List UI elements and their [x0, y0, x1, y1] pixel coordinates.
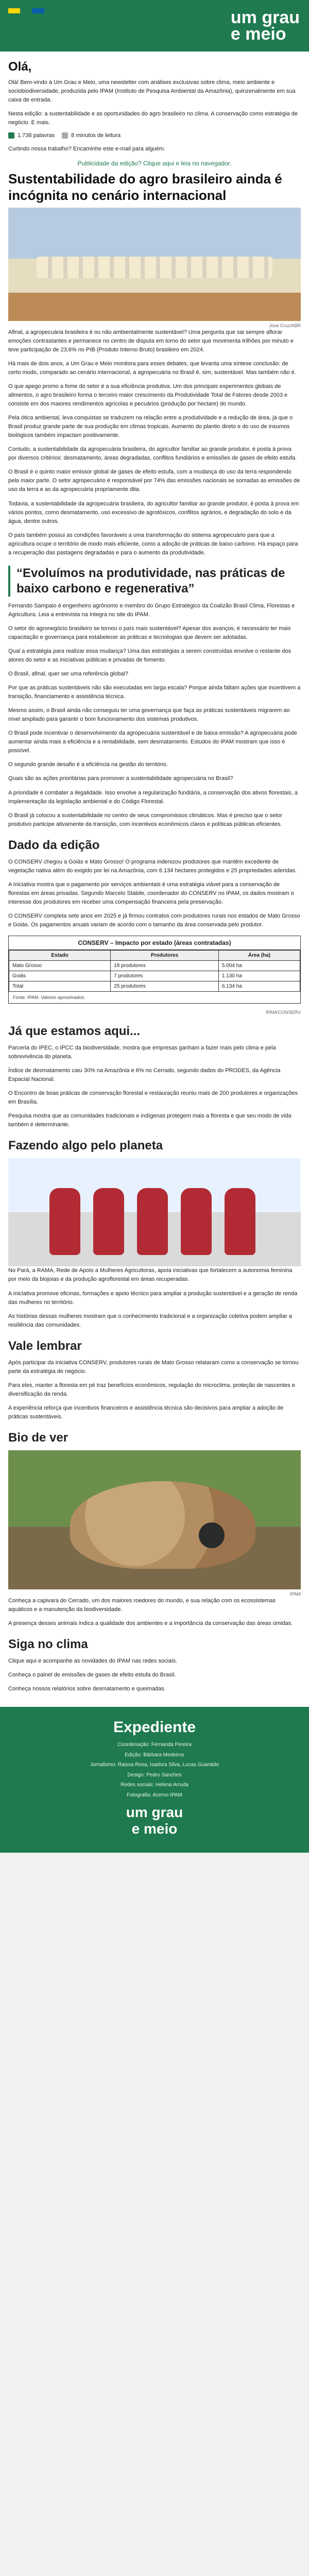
intro-paragraph-3: Curtindo nossa trabalho? Encaminhe este e-mail para alguém.	[8, 146, 166, 152]
person-figure	[93, 1188, 124, 1255]
fazendo-p2: A iniciativa promove oficinas, formações e apoio técnico para ampliar a produção sustentável e a geração de renda das mulheres no território.	[8, 1290, 298, 1306]
quote-author: Fernando Sampaio é engenheiro agrônomo e membro do Grupo Estratégico da Coalizão Brasil Clima, Florestas e Agricultura. Leia a entrevista na íntegra no site do IPAM.	[8, 602, 295, 618]
signo-bullet[interactable]: Conheça o painel de emissões de gases de efeito estufa do Brasil.	[8, 1672, 176, 1679]
interview-a2: Por que as práticas sustentáveis não são executadas em larga escala? Porque ainda faltam ações que incentivem a transição, financiamento e assistência técnica.	[8, 685, 301, 700]
signo-bullets	[8, 1657, 301, 1693]
article1-p2: Há mais de dois anos, a Um Grau e Meio monitora para esses debates, que levanta uma síntese conclusão: de certo modo, comparado ao cenário internacional, a agropecuária no Brasil é, sim, sustentável. Mas também não é.	[8, 360, 296, 376]
table-row	[9, 961, 300, 971]
interview-a3: Mesmo assim, o Brasil ainda não conseguiu ter uma governança que faça as práticas sustentáveis migrarem ao nível ampliado para garantir o bom funcionamento dos sistemas produtivos.	[8, 707, 290, 723]
footer-line: Coordenação: Fernanda Pereira	[117, 1742, 192, 1748]
table-cell: Mato Grosso	[9, 961, 111, 971]
intro-paragraph-2: Nesta edição: a sustentabilidade e as oportunidades do agro brasileiro no clima. A conservação como estratégia de negócio. E mais.	[8, 111, 298, 126]
valelembrar-title: Vale lembrar	[8, 1338, 82, 1353]
footer-logo: um grau e meio	[126, 1804, 183, 1837]
biodever-caption: IPAM	[289, 1591, 301, 1597]
interview-q2: O Brasil, afinal, quer ser uma referência global?	[8, 671, 128, 677]
onde-bullet[interactable]: Pesquisa mostra que as comunidades tradicionais e indígenas protegem mais a floresta e que seu modo de vida também é determinante.	[8, 1113, 291, 1128]
article1-p4: Pela ótica ambiental, leva conquistas se traduzem na relação entre a produtividade e a redução de área, já que o Brasil produz grande parte de sua produção em climas tropicais. Aumento do plantio direto e do uso de insumos biológicos também impactam positivamente.	[8, 415, 293, 439]
table-cell: 5.004 ha	[218, 961, 300, 971]
metric-words: 1.738 palavras	[8, 132, 55, 139]
article1-p5: Contudo, a sustentabilidade da agropecuária brasileira, do agricultor familiar ao grande produtor, é posta à prova por diversos critérios: desmatamento, áreas degradadas, conflitos fundiários e emissões de gases de efeito estufa.	[8, 446, 297, 462]
article1-p8: O país também possui as condições favoráveis a uma transformação do sistema agropecuário para que a agricultura ocupe o território de modo mais eficiente, como a adoção de práticas de baixo carbono. Há espaço para a recuperação das pastagens degradadas e para o aumento da produtividade.	[8, 532, 298, 556]
signo-bullet[interactable]: Conheça nossos relatórios sobre desmatamento e queimadas.	[8, 1686, 166, 1692]
brand-flag	[8, 8, 44, 13]
main-content	[0, 52, 309, 1707]
article1-title: Sustentabilidade do agro brasileiro ainda é incógnita no cenário internacional	[8, 171, 282, 203]
table-cell: 7 produtores	[111, 971, 219, 981]
article1-p6: O Brasil é o quinto maior emissor global de gases de efeito estufa, com a mudança do uso da terra respondendo pela maior parte. O setor agropecuário é responsável por 74% das emissões nacionais se somadas as emissões de uso da terra e as da agropecuária propriamente dita.	[8, 469, 300, 493]
biodever-p1: Conheça a capivara do Cerrado, um dos maiores roedores do mundo, e sua relação com os ecossistemas aquáticos e a manutenção da biodiversidade.	[8, 1597, 276, 1613]
footer-title: Expediente	[113, 1719, 196, 1736]
person-figure	[225, 1188, 255, 1255]
table-row	[9, 981, 300, 992]
interview-q3: O Brasil pode incentivar o desenvolvimento da agropecuária sustentável e de baixa emissão? A agropecuária pode aumentar ainda mais a eficiência e a rentabilidade, sem desmatamento. Estudos do IPAM mostram que isso é possível.	[8, 730, 297, 754]
footer-line: Jornalismo: Raissa Rosa, Isadora Silva, Lucas Guaraldo	[90, 1762, 219, 1768]
onde-title: Já que estamos aqui...	[8, 1024, 141, 1039]
table-note: Fonte: IPAM. Valores aproximados.	[13, 995, 85, 1001]
table-cell: Goiás	[9, 971, 111, 981]
table-cell: 1.130 ha	[218, 971, 300, 981]
article1-p3: O que apego promo a fome do setor é a sua eficiência produtiva. Um dos principais experimentos globais de alimentos, o agro brasileiro forma o terceiro maior crescimento da Produtividade Total de Fatores desde 2003 e consiste em dos maiores rendimentos agrícolas e pecuários (produção por hectare) do mundo.	[8, 383, 288, 408]
onde-bullet[interactable]: Índice de desmatamento caiu 30% na Amazônia e 6% no Cerrado, segundo dados do PRODES, da Agência Espacial Nacional.	[8, 1067, 281, 1083]
table-header: Área (ha)	[218, 951, 300, 961]
table-cell: 6.134 ha	[218, 981, 300, 992]
footer-line: Edição: Bárbara Medeiros	[125, 1752, 184, 1758]
article1-p1: Afinal, a agropecuária brasileira é ou não ambientalmente sustentável? Uma pergunta que sai sempre aflorar emoções contrastantes e permanece no centro de disputa em torno do setor que movimenta trilhões por minuto e teve participação de 23,6% no PIB (Produto Interno Bruto) brasileiro em 2024.	[8, 329, 294, 353]
brand-logo: um grau e meio	[230, 8, 300, 44]
onde-bullet[interactable]: Parceria do IPEC, o IPCC da biodiversidade, mostra que empresas ganham a fazer mais pelo clima e pela sobrevivência do planeta.	[8, 1045, 276, 1060]
data-caption: IPAM/CONSERV	[265, 1010, 301, 1015]
interview-q1: O setor do agronegócio brasileiro se tornou o país mais sustentável? Apesar dos avanços, é necessário ter mais capacitação e governança para estabelecer as práticas e tecnologias que devem ser adotadas.	[8, 625, 291, 640]
reading-metrics	[8, 132, 301, 139]
data-section-title: Dado da edição	[8, 838, 100, 852]
conserv-table-grid	[9, 950, 300, 992]
table-header: Estado	[9, 951, 111, 961]
person-figure	[137, 1188, 168, 1255]
table-cell: 18 produtores	[111, 961, 219, 971]
table-title: CONSERV – Impacto por estado (áreas contratadas)	[9, 936, 300, 950]
browser-link[interactable]: Publicidade da edição? Clique aqui e leia no navegador.	[77, 160, 232, 167]
book-icon	[62, 132, 68, 139]
data-p3: O CONSERV completa sete anos em 2025 e já firmou contratos com produtores rurais nos estados de Mato Grosso e Goiás. Os pagamentos anuais variam de acordo com o tamanho da área conservada pelo produtor.	[8, 912, 300, 928]
conserv-table	[8, 936, 301, 1004]
capybara-image	[8, 1450, 301, 1589]
onde-bullets	[8, 1044, 301, 1129]
intro-paragraph-1: Olá! Bem-vindo à Um Grau e Meio, uma newsletter com análises exclusivas sobre clima, meio ambiente e sociobiodiversidade, produzida pelo IPAM (Instituto de Pesquisa Ambiental da Amazônia), quinzenalmente em sua caixa de entrada.	[8, 79, 296, 104]
table-header: Produtores	[111, 951, 219, 961]
interview-a5: A prioridade é combater a ilegalidade. Isso envolve a regularização fundiária, a conservação dos ativos florestais, a implementação da legislação ambiental e do Código Florestal.	[8, 789, 298, 805]
intro-title: Olá,	[8, 60, 32, 74]
footer-line: Design: Pedro Sanches	[127, 1772, 182, 1778]
valelembrar-p3: A experiência reforça que incentivos financeiros e assistência técnica são decisivos para ampliar a adoção de práticas sustentáveis.	[8, 1404, 284, 1420]
table-cell: Total	[9, 981, 111, 992]
valelembrar-p1: Após participar da iniciativa CONSERV, produtores rurais de Mato Grosso relataram como a conservação se tornou parte da estratégia de negócio.	[8, 1359, 299, 1375]
biodever-p2: A presença desses animais indica a qualidade dos ambientes e a importância da conservação das áreas úmidas.	[8, 1620, 293, 1627]
person-figure	[181, 1188, 212, 1255]
newsletter-footer	[0, 1707, 309, 1853]
footer-line: Redes sociais: Helena Arruda	[121, 1782, 188, 1788]
metric-time: 8 minutos de leitura	[62, 132, 121, 139]
biodever-title: Bio de ver	[8, 1430, 68, 1445]
footer-line: Fotografia: Acervo IPAM	[127, 1792, 182, 1798]
clock-icon	[8, 132, 14, 139]
data-p1: O CONSERV chegou a Goiás e Mato Grosso! O programa indenizou produtores que mantêm excedente de vegetação nativa além do exigido por lei na Amazônia, com 6.134 hectares protegidos e 25 propriedades aderidas.	[8, 858, 297, 874]
data-p2: A iniciativa mostra que o pagamento por serviços ambientais é uma estratégia viável para a conservação de florestas em áreas privadas. Segundo Marcelo Stabile, coordenador do CONSERV no IPAM, os dados mostram o interesse dos produtores em receber uma compensação financeira pela preservação.	[8, 881, 294, 905]
onde-bullet[interactable]: O Encontro de boas práticas de conservação florestal e restauração reuniu mais de 200 produtores e organizações em Brasília.	[8, 1090, 298, 1106]
valelembrar-p2: Para eles, manter a floresta em pé traz benefícios econômicos, regulação do microclima, proteção de nascentes e diversificação da renda.	[8, 1382, 296, 1397]
article1-caption: Jose Cruz/ABR	[269, 323, 301, 328]
interview-a6: O Brasil já colocou a sustentabilidade no centro de seus compromissos climáticos. Mas é preciso que o setor produtivo participe ativamente da transição, com incentivos econômicos claros e políticas públicas eficientes.	[8, 812, 282, 827]
fazendo-title: Fazendo algo pelo planeta	[8, 1139, 163, 1153]
fazendo-p3: As histórias dessas mulheres mostram que o conhecimento tradicional e a organização coletiva podem ampliar a resiliência das comunidades.	[8, 1313, 292, 1328]
newsletter-header	[0, 0, 309, 52]
fazendo-p1: No Pará, a RAMA, Rede de Apoio a Mulheres Agricultoras, apoia iniciativas que fortalecem a autonomia feminina por meio da biojoias e da produção agroflorestal em áreas recuperadas.	[8, 1267, 293, 1283]
person-figure	[49, 1188, 80, 1255]
article1-image	[8, 208, 301, 321]
signo-bullet[interactable]: Clique aqui e acompanhe as novidades do IPAM nas redes sociais.	[8, 1658, 178, 1665]
team-photo	[8, 1158, 301, 1266]
interview-a1: Qual a estratégia para realizar essa mudança? Uma das estratégias a serem construídas envolve o restante dos atores do setor e as iniciativas públicas e privadas de fomento.	[8, 648, 291, 664]
article1-p7: Todavia, a sustentabilidade da agropecuária brasileira, do agricultor familiar ao grande produtor, é posta à prova em vários pontos, como desmatamento, uso excessivo de agrotóxicos, conflitos agrários, e degradação do solo e da água, dentre outros.	[8, 500, 299, 524]
interview-q4: Quais são as ações prioritárias para promover a sustentabilidade agropecuária no Brasil?	[8, 775, 233, 782]
pull-quote: “Evoluímos na produtividade, nas práticas de baixo carbono e regenerativa”	[8, 566, 301, 597]
signo-title: Siga no clima	[8, 1637, 88, 1652]
table-row	[9, 971, 300, 981]
table-cell: 25 produtores	[111, 981, 219, 992]
interview-a4: O segundo grande desafio é a eficiência na gestão do território.	[8, 761, 168, 768]
